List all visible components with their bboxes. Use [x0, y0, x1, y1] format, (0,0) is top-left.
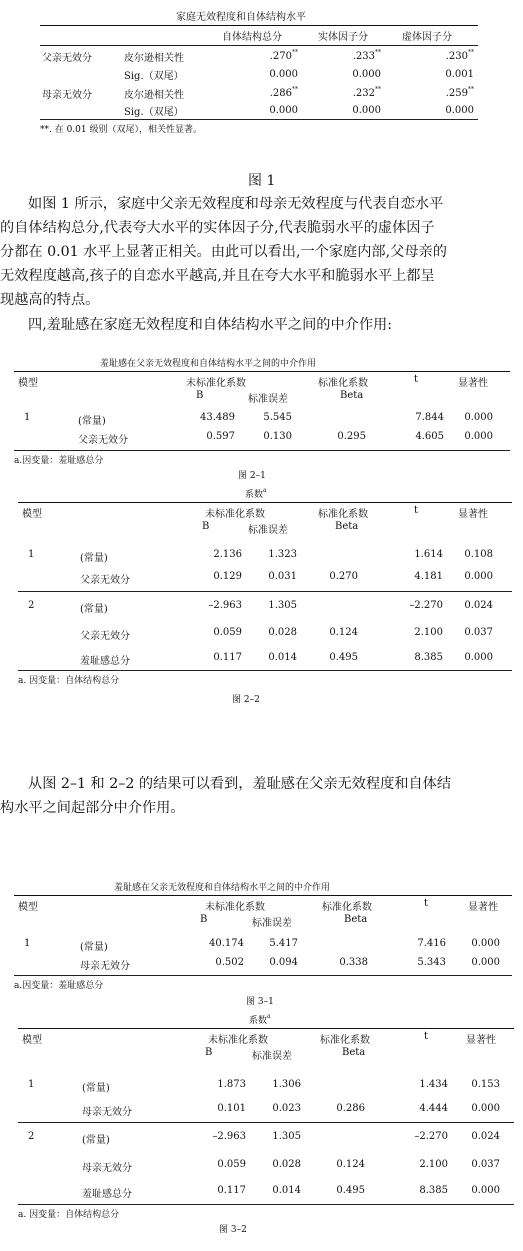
- t31-header-significance: 显著性: [468, 902, 498, 913]
- t21-header-b: B: [196, 390, 204, 401]
- table1-cell-value: .259: [445, 88, 468, 99]
- table1-group-label: 母亲无效分: [42, 90, 92, 101]
- t21-header-model: 模型: [18, 378, 38, 389]
- table1-stat-label: Sig.（双尾）: [124, 71, 184, 82]
- t32-cell-b: 0.117: [217, 1185, 246, 1196]
- t32-cell-significance: 0.024: [471, 1131, 500, 1142]
- t22-cell-se: 1.323: [268, 549, 297, 560]
- t31-note: a.因变量：羞耻感总分: [14, 981, 104, 991]
- t22-cell-t: 1.614: [414, 549, 443, 560]
- t32-cell-significance: 0.037: [471, 1159, 500, 1170]
- t22-cell-t: 4.181: [414, 571, 443, 582]
- table1-cell-significance: **: [468, 49, 474, 56]
- table1-cell-significance: **: [292, 86, 298, 93]
- t22-cell-beta: 0.124: [329, 627, 358, 638]
- t22-cell-b: 2.136: [213, 549, 242, 560]
- t22-cell-beta: 0.270: [329, 571, 358, 582]
- t22-cell-se: 0.031: [268, 571, 297, 582]
- table1-cell-significance: **: [375, 49, 381, 56]
- t22-cell-se: 0.028: [268, 627, 297, 638]
- table1-cell-value: 0.000: [352, 69, 381, 80]
- table1-col-header: 自体结构总分: [222, 32, 282, 43]
- t32-note: a. 因变量：自体结构总分: [18, 1210, 120, 1220]
- t32-header-significance: 显著性: [466, 1035, 496, 1046]
- t31-cell-se: 0.094: [269, 957, 298, 968]
- table1-cell: [352, 103, 381, 116]
- figure2-2-caption: 图 2–2: [232, 695, 260, 705]
- t22-cell-significance: 0.000: [464, 571, 493, 582]
- t22-title: [245, 487, 267, 500]
- table1-group-label: 父亲无效分: [42, 53, 92, 64]
- paragraph-line: 的自体结构总分,代表夸大水平的实体因子分,代表脆弱水平的虚体因子: [0, 220, 435, 236]
- t21-cell-significance: 0.000: [464, 431, 493, 442]
- t22-cell-t: –2.270: [409, 600, 443, 611]
- t32-cell-significance: 0.153: [471, 1079, 500, 1090]
- t22-title-text: 系数: [245, 490, 264, 500]
- t31-header-model: 模型: [18, 902, 38, 913]
- t31-row-variable: 母亲无效分: [80, 961, 130, 972]
- table1-cell: [446, 86, 474, 99]
- table1-stat-label: 皮尔逊相关性: [124, 53, 184, 64]
- t22-cell-significance: 0.024: [464, 600, 493, 611]
- t22-row-variable: 父亲无效分: [80, 631, 130, 642]
- t22-top-rule: [18, 502, 512, 503]
- t31-cell-beta: 0.338: [339, 957, 368, 968]
- section-heading-4: 四,羞耻感在家庭无效程度和自体结构水平之间的中介作用:: [28, 317, 392, 333]
- t21-header-standardized: 标准化系数: [318, 378, 368, 389]
- t32-cell-b: 1.873: [217, 1079, 246, 1090]
- t31-cell-b: 0.502: [215, 957, 244, 968]
- t31-cell-se: 5.417: [269, 938, 298, 949]
- t21-title-text: 羞耻感在父亲无效程度和自体结构水平之间的中介作用: [100, 359, 317, 369]
- t21-note: a.因变量：羞耻感总分: [14, 456, 104, 466]
- paragraph-line: 无效程度越高,孩子的自恋水平越高,并且在夸大水平和脆弱水平上都呈: [0, 268, 435, 284]
- t31-cell-t: 5.343: [417, 957, 446, 968]
- t32-cell-b: –2.963: [212, 1131, 246, 1142]
- t32-row-variable: (常量): [82, 1135, 110, 1146]
- t31-cell-b: 40.174: [209, 938, 244, 949]
- table1-cell: [445, 103, 474, 116]
- t22-cell-t: 8.385: [414, 652, 443, 663]
- t32-cell-t: 4.444: [419, 1103, 448, 1114]
- table1-cell-value: .232: [352, 88, 375, 99]
- t32-cell-t: 8.385: [419, 1185, 448, 1196]
- t32-header-unstandardized: 未标准化系数: [208, 1035, 268, 1046]
- t22-header-t: t: [414, 505, 419, 516]
- table1-cell-value: 0.000: [352, 105, 381, 116]
- t22-row-variable: 父亲无效分: [80, 575, 130, 586]
- t22-cell-significance: 0.037: [464, 627, 493, 638]
- t22-cell-beta: 0.495: [329, 652, 358, 663]
- t31-top-rule: [14, 895, 512, 896]
- table1-cell-value: 0.001: [445, 69, 474, 80]
- t32-title-text: 系数: [249, 1016, 268, 1026]
- t21-title: [100, 356, 316, 369]
- t31-title-text: 羞耻感在父亲无效程度和自体结构水平之间的中介作用: [114, 883, 331, 893]
- table1-stat-label: 皮尔逊相关性: [124, 90, 184, 101]
- t21-top-rule: [14, 371, 510, 372]
- table1-cell: [270, 86, 298, 99]
- t22-cell-significance: 0.108: [464, 549, 493, 560]
- t22-group-rule: [18, 591, 512, 592]
- t31-row-model: 1: [24, 938, 31, 949]
- figure3-2-caption: 图 3–2: [219, 1225, 247, 1235]
- paragraph-line: 分都在 0.01 水平上显著正相关。由此可以看出,一个家庭内部,父母亲的: [0, 244, 447, 260]
- table1-cell-value: 0.000: [269, 69, 298, 80]
- t31-cell-significance: 0.000: [471, 957, 500, 968]
- t32-title-sup: a: [267, 1013, 271, 1020]
- t21-cell-b: 0.597: [206, 431, 235, 442]
- table1-cell: [445, 67, 474, 80]
- table1-cell-significance: **: [468, 86, 474, 93]
- t32-cell-significance: 0.000: [471, 1185, 500, 1196]
- t22-row-model: 2: [28, 600, 35, 611]
- t22-cell-b: 0.059: [213, 627, 242, 638]
- t32-cell-t: –2.270: [414, 1131, 448, 1142]
- table1-cell-value: 0.000: [269, 105, 298, 116]
- t22-cell-se: 0.014: [268, 652, 297, 663]
- t22-header-significance: 显著性: [458, 509, 488, 520]
- t21-bottom-rule: [14, 450, 510, 451]
- t32-cell-se: 0.028: [272, 1159, 301, 1170]
- paragraph-line: 如图 1 所示，家庭中父亲无效程度和母亲无效程度与代表自恋水平: [28, 196, 444, 212]
- t32-cell-se: 0.023: [272, 1103, 301, 1114]
- t21-cell-t: 4.605: [415, 431, 444, 442]
- t32-cell-beta: 0.124: [336, 1159, 365, 1170]
- t31-row-variable: (常量): [80, 942, 108, 953]
- table1-cell-value: .230: [445, 51, 468, 62]
- t32-row-variable: 母亲无效分: [82, 1163, 132, 1174]
- t32-header-se: 标准误差: [252, 1051, 292, 1062]
- t32-cell-t: 2.100: [419, 1159, 448, 1170]
- t32-cell-se: 1.306: [272, 1079, 301, 1090]
- t32-bottom-rule: [18, 1204, 514, 1205]
- t31-header-beta: Beta: [344, 914, 368, 925]
- t22-cell-se: 1.305: [268, 600, 297, 611]
- t31-bottom-rule: [14, 975, 512, 976]
- table1-cell-value: 0.000: [445, 105, 474, 116]
- paragraph-line: 现越高的特点。: [0, 292, 100, 308]
- t21-cell-se: 5.545: [263, 412, 292, 423]
- table1-title: 家庭无效程度和自体结构水平: [176, 12, 306, 23]
- t21-header-unstandardized: 未标准化系数: [186, 378, 246, 389]
- t32-cell-b: 0.101: [217, 1103, 246, 1114]
- table1-cell: [353, 49, 381, 62]
- t32-top-rule: [18, 1028, 514, 1029]
- t21-header-t: t: [414, 374, 419, 385]
- table1-stat-label: Sig.（双尾）: [124, 107, 184, 118]
- t32-row-variable: 母亲无效分: [82, 1107, 132, 1118]
- table1-cell-significance: **: [375, 86, 381, 93]
- t31-header-standardized: 标准化系数: [322, 902, 372, 913]
- t22-header-se: 标准误差: [248, 525, 288, 536]
- t31-header-se: 标准误差: [252, 918, 292, 929]
- t31-title: [114, 880, 330, 893]
- t32-group-rule: [18, 1122, 514, 1123]
- t22-header-unstandardized: 未标准化系数: [205, 509, 265, 520]
- t32-cell-beta: 0.286: [336, 1103, 365, 1114]
- paragraph-line: 构水平之间起部分中介作用。: [0, 800, 185, 816]
- t32-title: [249, 1013, 271, 1026]
- t32-row-model: 1: [28, 1079, 35, 1090]
- figure1-caption: 图 1: [248, 173, 276, 189]
- t31-header-unstandardized: 未标准化系数: [205, 902, 265, 913]
- table1-cell-value: .233: [352, 51, 375, 62]
- t32-cell-t: 1.434: [419, 1079, 448, 1090]
- t21-header-se: 标准误差: [248, 394, 288, 405]
- t32-header-model: 模型: [22, 1035, 42, 1046]
- t32-header-t: t: [424, 1031, 429, 1042]
- t22-header-beta: Beta: [335, 521, 359, 532]
- table1-col-header: 实体因子分: [318, 32, 368, 43]
- t21-row-variable: (常量): [78, 416, 106, 427]
- t31-header-t: t: [424, 898, 429, 909]
- t22-note: a. 因变量：自体结构总分: [18, 676, 120, 686]
- t21-cell-se: 0.130: [263, 431, 292, 442]
- t21-row-variable: 父亲无效分: [78, 435, 128, 446]
- t21-cell-b: 43.489: [200, 412, 235, 423]
- t21-cell-significance: 0.000: [464, 412, 493, 423]
- t32-row-variable: (常量): [82, 1083, 110, 1094]
- t32-cell-significance: 0.000: [471, 1103, 500, 1114]
- t31-cell-significance: 0.000: [471, 938, 500, 949]
- t22-bottom-rule: [18, 670, 512, 671]
- table1-cell: [269, 103, 298, 116]
- t31-header-b: B: [200, 914, 208, 925]
- t21-cell-t: 7.844: [415, 412, 444, 423]
- table1-col-header: 虚体因子分: [402, 32, 452, 43]
- table1-cell-value: .286: [269, 88, 292, 99]
- figure3-1-caption: 图 3–1: [246, 997, 274, 1007]
- t22-row-variable: 羞耻感总分: [80, 656, 130, 667]
- t21-header-significance: 显著性: [458, 378, 488, 389]
- table1-cell-value: .270: [269, 51, 292, 62]
- table1-cell: [269, 67, 298, 80]
- table1-cell: [353, 86, 381, 99]
- t22-title-sup: a: [263, 487, 267, 494]
- t22-row-model: 1: [28, 549, 35, 560]
- table1-note: **. 在 0.01 级别（双尾），相关性显著。: [40, 125, 202, 135]
- t22-cell-b: 0.117: [213, 652, 242, 663]
- t32-header-beta: Beta: [342, 1047, 366, 1058]
- figure2-1-caption: 图 2–1: [238, 471, 266, 481]
- t22-row-variable: (常量): [80, 604, 108, 615]
- table1-cell: [352, 67, 381, 80]
- t22-row-variable: (常量): [80, 553, 108, 564]
- t22-header-b: B: [202, 521, 210, 532]
- t32-header-b: B: [205, 1047, 213, 1058]
- t32-cell-se: 1.305: [272, 1131, 301, 1142]
- t32-header-standardized: 标准化系数: [320, 1035, 370, 1046]
- table1-bottom-rule: [40, 119, 478, 120]
- t22-cell-t: 2.100: [414, 627, 443, 638]
- t22-cell-b: –2.963: [208, 600, 242, 611]
- t32-cell-b: 0.059: [217, 1159, 246, 1170]
- t32-row-variable: 羞耻感总分: [82, 1189, 132, 1200]
- t22-cell-b: 0.129: [213, 571, 242, 582]
- t22-header-model: 模型: [22, 509, 42, 520]
- t21-header-beta: Beta: [340, 390, 364, 401]
- table1-cell-significance: **: [292, 49, 298, 56]
- paragraph-line: 从图 2–1 和 2–2 的结果可以看到，羞耻感在父亲无效程度和自体结: [28, 776, 452, 792]
- table1-cell: [446, 49, 474, 62]
- t21-cell-beta: 0.295: [337, 431, 366, 442]
- t32-cell-beta: 0.495: [336, 1185, 365, 1196]
- table1-top-rule: [40, 25, 478, 26]
- t21-row-model: 1: [24, 412, 31, 423]
- t31-cell-t: 7.416: [417, 938, 446, 949]
- t22-header-standardized: 标准化系数: [318, 509, 368, 520]
- table1-header-rule: [40, 45, 478, 46]
- t32-row-model: 2: [28, 1131, 35, 1142]
- t22-cell-significance: 0.000: [464, 652, 493, 663]
- t32-cell-se: 0.014: [272, 1185, 301, 1196]
- table1-cell: [270, 49, 298, 62]
